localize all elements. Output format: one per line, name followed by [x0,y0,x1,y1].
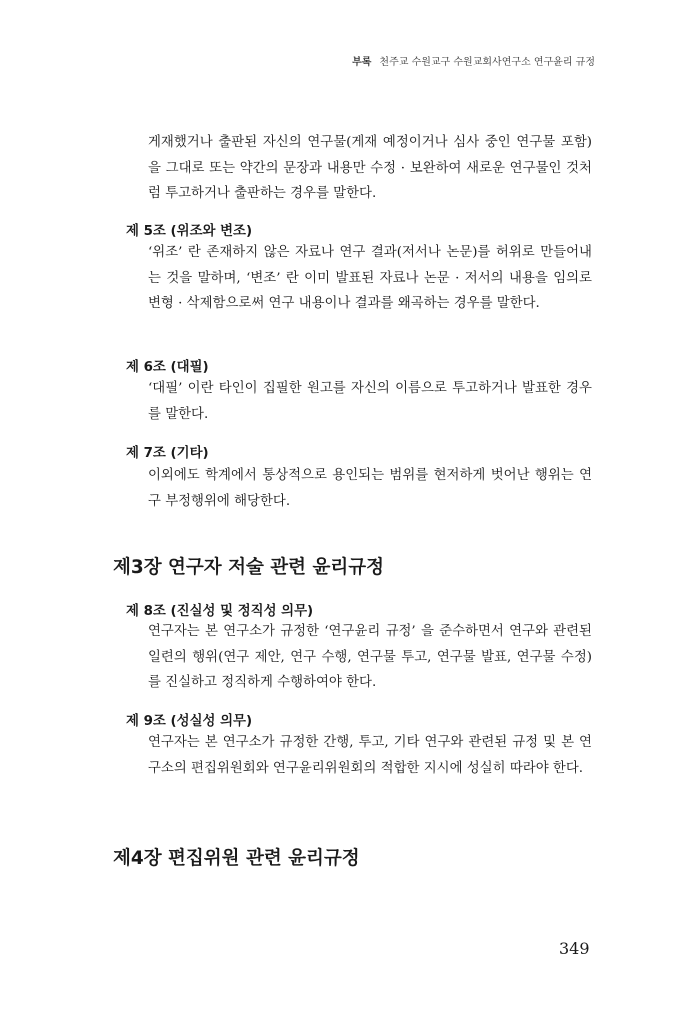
page-number: 349 [559,939,590,958]
chapter-4-heading: 제4장 편집위원 관련 윤리규정 [113,848,360,869]
intro-paragraph: 게재했거나 출판된 자신의 연구물(게재 예정이거나 심사 중인 연구물 포함)을 그대로 또는 약간의 문장과 내용만 수정 · 보완하여 새로운 연구물인 것처럼 투고하거나 출판하는 경우를 말한다. [148,135,592,201]
article-9-heading: 제 9조 (성실성 의무) [126,714,253,729]
header-title: 천주교 수원교구 수원교회사연구소 연구윤리 규정 [379,57,595,68]
article-5-body: ‘위조’ 란 존재하지 않은 자료나 연구 결과(저서나 논문)를 허위로 만들어내는 것을 말하며, ‘변조’ 란 이미 발표된 자료나 논문 · 저서의 내용을 임의로 변형 · 삭제함으로써 연구 내용이나 결과를 왜곡하는 경우를 말한다. [148,245,592,311]
article-6-body: ‘대필’ 이란 타인이 집필한 원고를 자신의 이름으로 투고하거나 발표한 경우를 말한다. [148,381,592,422]
article-7-heading: 제 7조 (기타) [126,446,209,461]
running-header [352,53,595,68]
article-6-heading: 제 6조 (대필) [126,360,209,375]
header-section: 부록 [352,57,372,68]
article-9-body: 연구자는 본 연구소가 규정한 간행, 투고, 기타 연구와 관련된 규정 및 본 연구소의 편집위원회와 연구윤리위원회의 적합한 지시에 성실히 따라야 한다. [148,735,592,776]
chapter-3-heading: 제3장 연구자 저술 관련 윤리규정 [113,557,384,578]
article-8-body: 연구자는 본 연구소가 규정한 ‘연구윤리 규정’ 을 준수하면서 연구와 관련된 일련의 행위(연구 제안, 연구 수행, 연구물 투고, 연구물 발표, 연구물 수정)를 진실하고 정직하게 수행하여야 한다. [148,624,592,690]
article-8-heading: 제 8조 (진실성 및 정직성 의무) [126,604,314,619]
article-5-heading: 제 5조 (위조와 변조) [126,224,253,239]
article-7-body: 이외에도 학계에서 통상적으로 용인되는 범위를 현저하게 벗어난 행위는 연구 부정행위에 해당한다. [148,468,592,509]
